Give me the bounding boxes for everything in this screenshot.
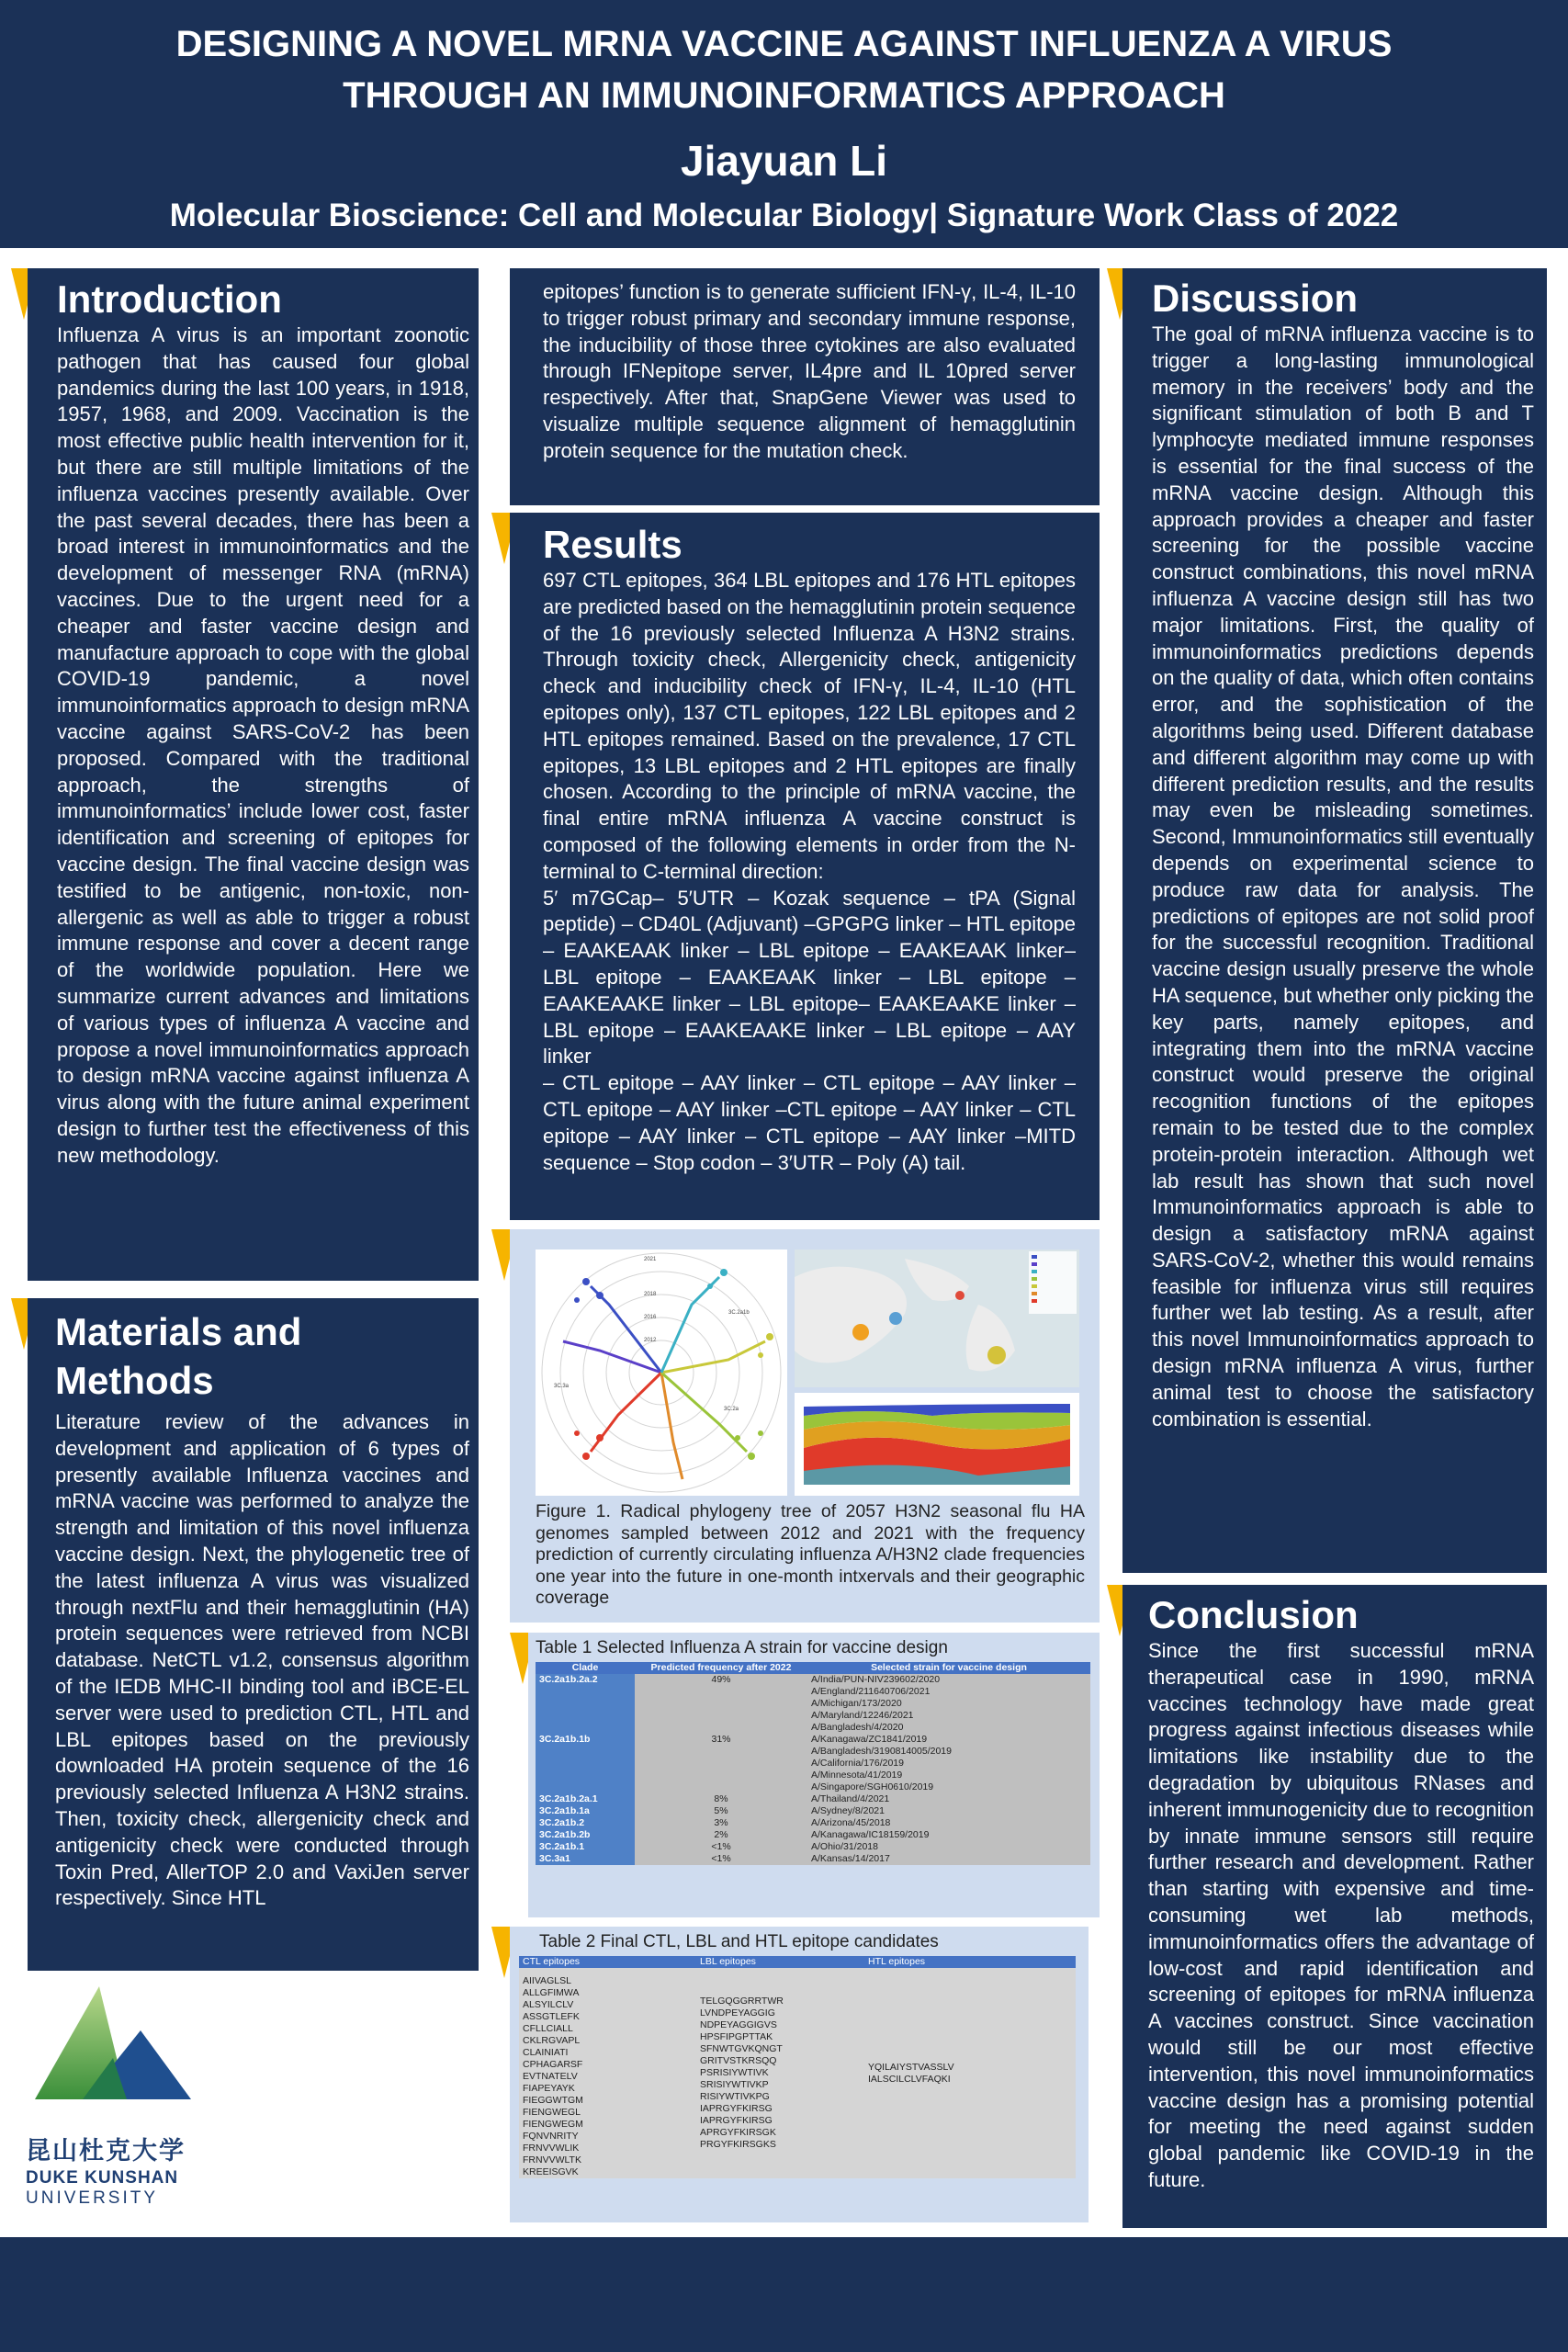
table-2-header: CTL epitopes — [519, 1956, 696, 1968]
tree-clade-label: 3C.3a — [554, 1384, 570, 1389]
figure-1-box — [510, 1229, 1100, 1623]
table-row — [536, 1829, 1090, 1841]
ctl-epitope-list: AIIVAGLSL ALLGFIMWA ALSYILCLV ASSGTLEFK CFLLCIALL CKLRGVAPL CLAINIATI CPHAGARSF EVTNATELV FIAPEYAYK FIEGGWTGM FIENGWEGL FIENGWEGM FQNVNRITY FRNVVWLIK FRNVVWLTK KREEISGVK — [519, 1968, 696, 2178]
map-pie-marker — [852, 1324, 869, 1340]
strain-cell: A/Thailand/4/2021 — [807, 1793, 1090, 1805]
frequency-cell: 2% — [635, 1829, 807, 1841]
strain-cell: A/India/PUN-NIV239602/2020 A/England/211640706/2021 A/Michigan/173/2020 A/Maryland/12246/2021 A/Bangladesh/4/2020 — [807, 1674, 1090, 1734]
results-construct-part2: – CTL epitope – AAY linker – CTL epitope – AAY linker – CTL epitope – AAY linker –CTL epitope – AAY linker – CTL epitope – AAY linker – CTL epitope – AAY linker –MITD sequence – Stop codon – 3′UTR – Poly (A) tail. — [543, 1071, 1076, 1174]
logo-mark-icon — [26, 1984, 191, 2122]
methods-heading: Materials and Methods — [55, 1310, 302, 1402]
frequency-cell: 3% — [635, 1817, 807, 1829]
clade-cell: 3C.2a1b.2a.1 — [536, 1793, 635, 1805]
table-1-header: Selected strain for vaccine design — [807, 1662, 1090, 1674]
logo-text-line1: DUKE KUNSHAN — [26, 2168, 179, 2188]
frequency-stream-chart — [795, 1393, 1079, 1496]
conclusion-panel — [1122, 1585, 1547, 2228]
table-2-box — [510, 1927, 1089, 2222]
methods-body: Literature review of the advances in development and application of 6 types of presently available Influenza vaccines and mRNA vaccine was performed to analyze the strength and limitation of this novel influenza vaccine design. Next, the phylogenetic tree of the latest influenza A virus was visualized through nextFlu and their hemagglutinin (HA) protein sequences were retrieved from NCBI database. NetCTL v1.2, consensus algorithm of the IEDB MHC-II binding tool and iBCE-EL server were used to prediction CTL, HTL and LBL epitopes based on the previously downloaded HA protein sequence of the 16 previously selected Influenza A H3N2 strains. Then, toxicity check, allergenicity check and antigenicity check were conducted through Toxin Pred, AllerTOP 2.0 and VaxiJen server respectively. Since HTL — [55, 1410, 469, 1910]
strain-cell: A/Arizona/45/2018 — [807, 1817, 1090, 1829]
table-2-header: HTL epitopes — [864, 1956, 1076, 1968]
clade-cell: 3C.2a1b.1 — [536, 1841, 635, 1853]
clade-cell: 3C.2a1b.2a.2 — [536, 1674, 635, 1734]
clade-cell: 3C.2a1b.1b — [536, 1734, 635, 1793]
clade-cell: 3C.2a1b.1a — [536, 1805, 635, 1817]
map-pie-marker — [889, 1312, 902, 1325]
table-row — [536, 1841, 1090, 1853]
discussion-body: The goal of mRNA influenza vaccine is to trigger a long-lasting immunological memory in the receivers’ body and the significant stimulation of both B and T lymphocyte mediated immune responses is essential for the final success of the mRNA vaccine design. Although this approach provides a cheaper and faster screening for the possible vaccine construct combinations, this novel mRNA influenza A vaccine design still has two major limitations. First, the quality of immunoinformatics predictions depends on the quality of data, which often contains error, and the sophistication of the algorithms being used. Different database and different algorithm may come up with different prediction results, and the results may even be misleading sometimes. Second, Immunoinformatics still eventually depends on experimental science to produce raw data for analysis. The predictions of epitopes are not solid proof for the successful recognition. Traditional vaccine design usually preserve the whole HA sequence, but whether only picking the key parts, namely epitopes, and integrating them into the mRNA vaccine construct would preserve the original recognition functions of the epitopes remain to be tested due to the complex protein-protein interaction. Although wet lab result has shown that such novel Immunoinformatics approach is able to design a satisfactory mRNA against SARS-CoV-2, whether this would remains feasible for influenza virus still requires further wet lab testing. As a result, after this novel Immunoinformatics approach to design mRNA influenza A virus, further animal test to choose the satisfactory combination is essential. — [1152, 322, 1534, 1430]
frequency-cell: <1% — [635, 1841, 807, 1853]
strain-cell: A/Kanagawa/IC18159/2019 — [807, 1829, 1090, 1841]
logo-text-line2: UNIVERSITY — [26, 2188, 159, 2208]
strain-cell: A/Kansas/14/2017 — [807, 1853, 1090, 1865]
introduction-panel — [28, 268, 479, 1281]
figure-1-caption: Figure 1. Radical phylogeny tree of 2057 H3N2 seasonal flu HA genomes sampled between 2012 and 2021 with the frequency prediction of currently circulating influenza A/H3N2 clade frequencies one year into the future in one-month intxervals and their geographic coverage — [536, 1501, 1085, 1608]
introduction-heading: Introduction — [57, 277, 282, 321]
results-panel — [510, 513, 1100, 1220]
poster-subtitle: Molecular Bioscience: Cell and Molecular Biology| Signature Work Class of 2022 — [169, 198, 1399, 233]
university-logo — [26, 1984, 191, 2208]
conclusion-heading: Conclusion — [1148, 1593, 1359, 1636]
strain-cell: A/Ohio/31/2018 — [807, 1841, 1090, 1853]
results-heading: Results — [543, 523, 682, 566]
clade-cell: 3C.3a1 — [536, 1853, 635, 1865]
tree-year-label: 2021 — [644, 1257, 657, 1262]
phylogeny-tree-chart — [536, 1250, 787, 1496]
tree-year-label: 2012 — [644, 1338, 657, 1343]
frequency-cell: <1% — [635, 1853, 807, 1865]
tree-year-label: 2016 — [644, 1315, 657, 1320]
table-row — [536, 1817, 1090, 1829]
table-2-title: Table 2 Final CTL, LBL and HTL epitope candidates — [539, 1932, 939, 1951]
discussion-heading: Discussion — [1152, 277, 1359, 320]
methods-panel — [28, 1298, 479, 1971]
methods-continued-body: epitopes’ function is to generate sufficient IFN-γ, IL-4, IL-10 to trigger robust primary and secondary immune response, the inducibility of those three cytokines are also evaluated through IFNepitope server, IL4pre and IL 10pred server respectively. After that, SnapGene Viewer was used to visualize multiple sequence alignment of hemagglutinin protein sequence for the mutation check. — [543, 280, 1076, 462]
title-line-2: THROUGH AN IMMUNOINFORMATICS APPROACH — [343, 75, 1225, 116]
table-row — [536, 1853, 1090, 1865]
lbl-epitope-list: TELGQGGRRTWR LVNDPEYAGGIG NDPEYAGGIGVS HPSFIPGPTTAK SFNWTGVKQNGT GRITVSTKRSQQ PSRISIYWTIVK SRISIYWTIVKP RISIYWTIVKPG IAPRGYFKIRSG IAPRGYFKIRSG APRGYFKIRSGK PRGYFKIRSGKS — [696, 1968, 864, 2178]
frequency-cell: 49% — [635, 1674, 807, 1734]
table-2 — [519, 1956, 1076, 2178]
htl-epitope-list: YQILAIYSTVASSLV IALSCILCLVFAQKI — [864, 1968, 1076, 2178]
table-row — [536, 1805, 1090, 1817]
poster-header — [0, 0, 1568, 248]
frequency-cell: 8% — [635, 1793, 807, 1805]
table-1-title: Table 1 Selected Influenza A strain for vaccine design — [536, 1638, 948, 1657]
poster-footer — [0, 2237, 1568, 2352]
table-1 — [536, 1662, 1090, 1865]
logo-chinese-text: 昆山杜克大学 — [26, 2137, 186, 2165]
poster-title — [0, 18, 1568, 121]
table-row — [536, 1793, 1090, 1805]
methods-continued-panel — [510, 268, 1100, 505]
map-pie-marker — [955, 1291, 964, 1300]
table-2-header: LBL epitopes — [696, 1956, 864, 1968]
results-construct-part1: 5′ m7GCap– 5′UTR – Kozak sequence – tPA (Signal peptide) – CD40L (Adjuvant) –GPGPG linker – HTL epitope – EAAKEAAK linker – LBL epitope – EAAKEAAK linker– LBL epitope – EAAKEAAK linker – LBL epitope – EAAKEAAKE linker – LBL epitope– EAAKEAAKE linker – LBL epitope – EAAKEAAKE linker – LBL epitope – AAY linker — [543, 886, 1076, 1069]
strain-cell: A/Kanagawa/ZC1841/2019 A/Bangladesh/3190814005/2019 A/California/176/2019 A/Minnesota/41/2019 A/Singapore/SGH0610/2019 — [807, 1734, 1090, 1793]
map-pie-marker — [987, 1346, 1006, 1364]
tree-clade-label: 3C.2a — [724, 1407, 739, 1412]
table-row — [536, 1734, 1090, 1793]
tree-clade-label: 3C.2a1b — [728, 1310, 750, 1316]
discussion-panel — [1122, 268, 1547, 1573]
clade-cell: 3C.2a1b.2 — [536, 1817, 635, 1829]
tree-year-label: 2018 — [644, 1292, 657, 1297]
frequency-cell: 31% — [635, 1734, 807, 1793]
table-1-header: Predicted frequency after 2022 — [635, 1662, 807, 1674]
table-1-box — [528, 1633, 1100, 1917]
introduction-body: Influenza A virus is an important zoonotic pathogen that has caused four global pandemics during the last 100 years, in 1918, 1957, 1968, and 2009. Vaccination is the most effective public health intervention for it, but there are still multiple limitations of the influenza vaccines presently available. Over the past several decades, there has been a broad interest in immunoinformatics and the development of messenger RNA (mRNA) vaccines. Due to the urgent need for a cheaper and faster vaccine design and manufacture approach to cope with the global COVID-19 pandemic, a novel immunoinformatics approach to design mRNA vaccine against SARS-CoV-2 has been proposed. Compared with the traditional approach, the strengths of immunoinformatics’ include lower cost, faster identification and screening of epitopes for vaccine design. The final vaccine design was testified to be antigenic, non-toxic, non-allergenic as well as able to trigger a robust immune response and cover a decent range of the worldwide population. Here we summarize current advances and limitations of various types of influenza A vaccine and propose a novel immunoinformatics approach to design mRNA vaccine against influenza A virus along with the future animal experiment design to further test the effectiveness of this new methodology. — [57, 323, 469, 1167]
author-name: Jiayuan Li — [681, 137, 887, 185]
geographic-map-chart — [795, 1250, 1079, 1387]
strain-cell: A/Sydney/8/2021 — [807, 1805, 1090, 1817]
conclusion-body: Since the first successful mRNA therapeutical case in 1990, mRNA vaccines technology have made great progress against infectious diseases while limitations like instability due to the degradation by ubiquitous RNases and inherent immunogenicity due to recognition by innate immune sensors still require further research and development. Rather than starting with expensive and time-consuming wet lab methods, immunoinformatics offers the advantage of low-cost and rapid identification and screening of epitopes for mRNA influenza A vaccines construct. Since vaccination would still be our most effective intervention, this novel immunoinformatics vaccine design has a promising potential for meeting the need against sudden global pandemic like COVID-19 in the future. — [1148, 1639, 1534, 2191]
results-body: 697 CTL epitopes, 364 LBL epitopes and 176 HTL epitopes are predicted based on the hemagglutinin protein sequence of the 16 previously selected Influenza A H3N2 strains. Through toxicity check, Allergenicity check, antigenicity check and inducibility check of IFN-γ, IL-4, IL-10 (HTL epitopes only), 137 CTL epitopes, 122 LBL epitopes and 2 HTL epitopes remained. Based on the prevalence, 17 CTL epitopes, 13 LBL epitopes and 2 HTL epitopes are finally chosen. According to the principle of mRNA vaccine, the final entire mRNA influenza A vaccine construct is composed of the following elements in order from the N-terminal to C-terminal direction: — [543, 569, 1076, 883]
clade-cell: 3C.2a1b.2b — [536, 1829, 635, 1841]
title-line-1: DESIGNING A NOVEL MRNA VACCINE AGAINST INFLUENZA A VIRUS — [175, 24, 1393, 64]
table-row — [536, 1674, 1090, 1734]
table-row — [519, 1968, 1076, 2178]
frequency-cell: 5% — [635, 1805, 807, 1817]
table-1-header: Clade — [536, 1662, 635, 1674]
